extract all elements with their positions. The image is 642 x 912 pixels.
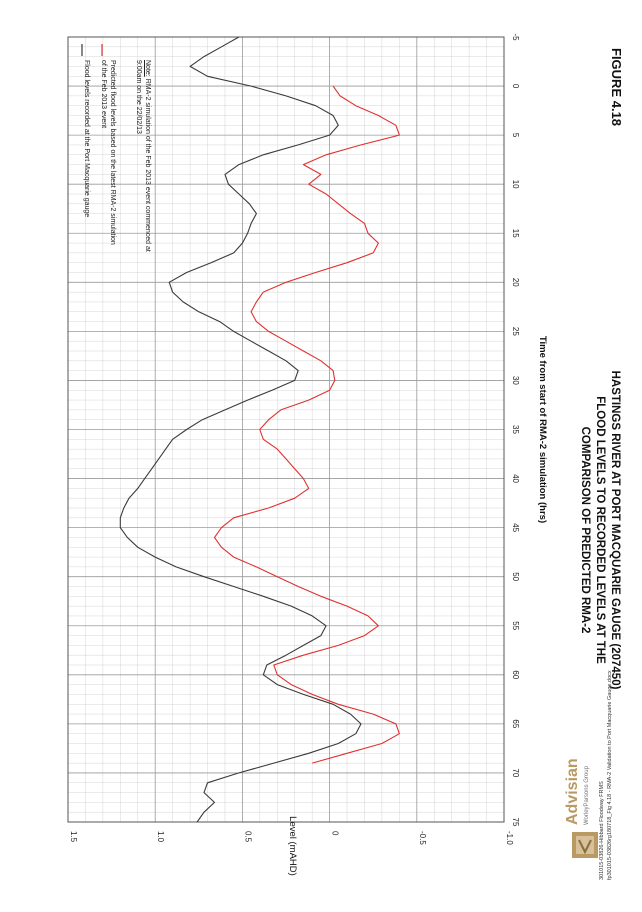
advisian-logo (572, 832, 598, 858)
x-tick-label: -5 (511, 33, 520, 41)
x-axis-label: Time from start of RMA-2 simulation (hrs) (537, 335, 548, 524)
title-line-3: HASTINGS RIVER AT PORT MACQUARIE GAUGE (207450) (609, 370, 621, 690)
company-tagline: WorleyParsons Group (584, 766, 590, 825)
legend-entry-recorded: Flood levels recorded at the Port Macquarie gauge (83, 60, 90, 218)
x-tick-label: 50 (511, 572, 520, 582)
legend-note-label: Note: (144, 60, 151, 77)
x-tick-label: 10 (511, 179, 520, 189)
y-tick-label: 0.5 (243, 831, 253, 843)
footer (564, 670, 613, 880)
y-tick-label: 0 (330, 831, 340, 836)
y-tick-label: -1.0 (505, 831, 514, 845)
x-tick-label: 20 (511, 277, 520, 287)
x-tick-label: 70 (511, 768, 520, 778)
y-axis-label: Level (mAHD) (287, 816, 298, 876)
y-tick-label: 1.0 (156, 831, 166, 843)
company-name: Advisian (564, 758, 581, 825)
y-tick-label: 1.5 (69, 831, 78, 843)
x-tick-label: 60 (511, 670, 520, 680)
legend-note-text: RMA-2 simulation of the Feb 2013 event commenced at 9:00am on the 22/02/13 (135, 60, 151, 252)
legend-entry-predicted: Predicted flood levels based on the latest RMA-2 simulation of the Feb 2013 event (100, 60, 116, 245)
legend-note-box (128, 60, 152, 260)
x-tick-label: 55 (511, 621, 520, 631)
figure-label: FIGURE 4.18 (609, 48, 624, 127)
x-tick-label: 0 (511, 83, 520, 89)
x-tick-label: 25 (511, 326, 520, 336)
legend-entry-predicted-box (93, 60, 117, 250)
x-tick-label: 15 (511, 228, 520, 238)
footer-line-1: 301015-03826-Hibbard Floodway FRMS (599, 781, 605, 880)
figure-title (579, 371, 621, 690)
footer-line-2: fp301015-03826rg180718_Fig 4.18 - RMA-2 Validation to Port Macquarie Gauge.docx (607, 670, 613, 880)
x-tick-label: 5 (511, 132, 520, 138)
title-line-2: FLOOD LEVELS TO RECORDED LEVELS AT THE (594, 396, 606, 664)
y-tick-label: -0.5 (417, 831, 427, 845)
title-line-1: COMPARISON OF PREDICTED RMA-2 (579, 426, 591, 634)
x-tick-label: 40 (511, 474, 520, 484)
legend-note (134, 60, 152, 260)
x-tick-label: 30 (511, 375, 520, 385)
x-tick-label: 75 (511, 817, 520, 827)
x-tick-label: 65 (511, 719, 520, 729)
x-tick-label: 35 (511, 425, 520, 434)
x-tick-label: 45 (511, 523, 520, 533)
